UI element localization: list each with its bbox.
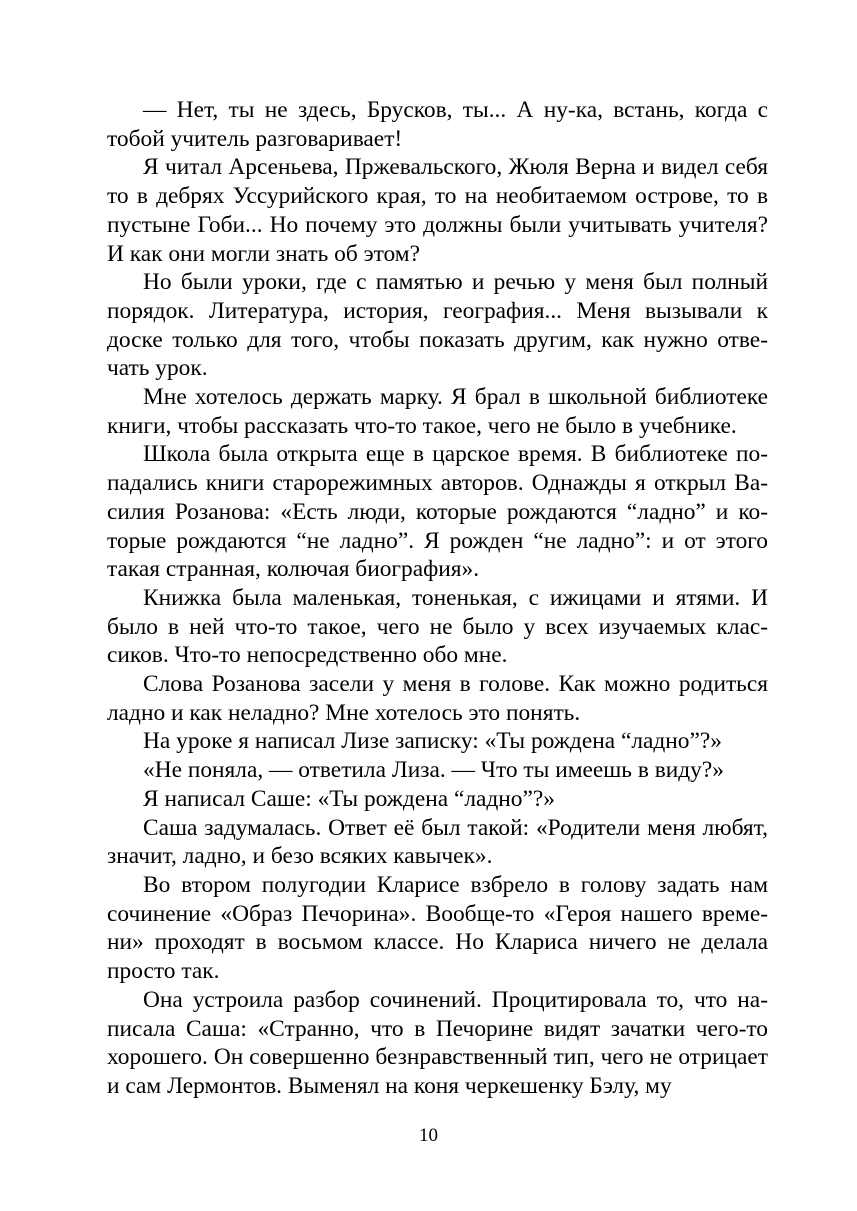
paragraph-8: На уроке я написал Лизе записку: «Ты рождена “ладно”?» <box>143 728 722 755</box>
paragraph-9: «Не поняла, — ответила Лиза. — Что ты имеешь в виду?» <box>143 757 724 784</box>
paragraph-12: Во втором полугодии Кларисе взбрело в голову задать нам сочинение «Образ Печорина». Вообще-то «Героя нашего времени» проходят в восьмом классе. Но Клариса ничего не делала просто так. <box>107 871 768 985</box>
paragraph-13: Она устроила разбор сочинений. Процитировала то, что написала Саша: «Странно, что в Печорине видят зачатки чего-то хорошего. Он совершенно безнравственный тип, чего не отрицает и сам Лермонтов. Выменял на коня черкешенку Бэлу, му <box>107 986 768 1099</box>
paragraph-3: Но были уроки, где с памятью и речью у меня был полный порядок. Литература, история, география... Меня вызывали к доске только для того, чтобы показать другим, как нужно отвечать урок. <box>107 269 768 382</box>
page-number: 10 <box>419 1125 438 1146</box>
paragraph-10: Я написал Саше: «Ты рождена “ладно”?» <box>143 785 555 812</box>
paragraph-11: Саша задумалась. Ответ её был такой: «Родители меня любят, значит, ладно, и безо всяких кавычек». <box>107 814 768 870</box>
main-text <box>107 96 768 1101</box>
paragraph-5: Школа была открыта еще в царское время. В библиотеке попадались книги старорежимных авторов. Однажды я открыл Василия Розанова: «Есть люди, которые рождаются “ладно” и которые рождаются “не ладно”. Я рожден “не ладно”: и от этого такая странная, колючая биография». <box>107 441 768 583</box>
paragraph-2: Я читал Арсеньева, Пржевальского, Жюля Верна и видел себя то в дебрях Уссурийского края, то на необитаемом острове, то в пустыне Гоби... Но почему это должны были учитывать учителя? И как они могли знать об этом? <box>107 154 768 267</box>
paragraph-7: Слова Розанова засели у меня в голове. Как можно родиться ладно и как неладно? Мне хотелось это понять. <box>107 671 768 726</box>
paragraph-6: Книжка была маленькая, тоненькая, с ижицами и ятями. И было в ней что-то такое, чего не было у всех изучаемых классиков. Что-то непосредственно обо мне. <box>107 584 768 669</box>
paragraph-4: Мне хотелось держать марку. Я брал в школьной библиотеке книги, чтобы рассказать что-то такое, чего не было в учебнике. <box>107 384 768 439</box>
paragraph-1: — Нет, ты не здесь, Брусков, ты... А ну-ка, встань, когда с тобой учитель разговаривает! <box>107 97 768 152</box>
